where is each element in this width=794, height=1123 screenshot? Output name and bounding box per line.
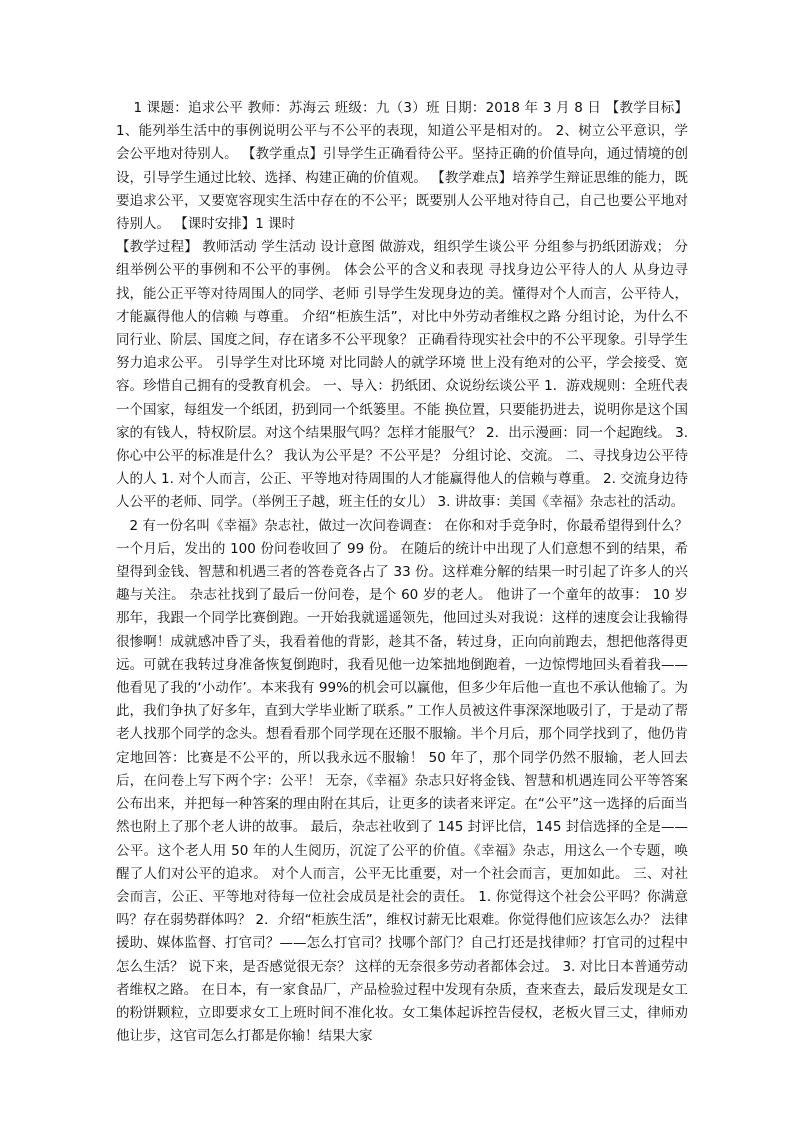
- document-body: [116, 97, 688, 1048]
- paragraph-story: 2 有一份名叫《幸福》杂志社，做过一次问卷调查： 在你和对手竞争时，你最希望得到什么？ 一个月后，发出的 100 份问卷收回了 99 份。 在随后的统计中出现了人们意想不到的结果，希望得到金钱、智慧和机遇三者的答卷竟各占了 33 份。这样难分解的结果一时引起了许多人的兴趣与关注。 杂志社找到了最后一份问卷，是个 60 岁的老人。 他讲了一个童年的故事： 10 岁那年，我跟一个同学比赛倒跑。一开始我就遥遥领先，他回过头对我说：这样的速度会让我输得很惨啊！成就感冲昏了头，我看着他的背影，趁其不备，转过身，正向向前跑去，想把他落得更远。可就在我转过身准备恢复倒跑时，我看见他一边笨拙地倒跑着，一边惊愕地回头看着我——他看见了我的‘小动作’。本来我有 99%的机会可以赢他，但多少年后他一直也不承认他输了。为此，我们争执了好多年，直到大学毕业断了联系。” 工作人员被这件事深深地吸引了，于是动了帮老人找那个同学的念头。想看看那个同学现在还服不服输。半个月后，那个同学找到了，他仍肯定地回答：比赛是不公平的，所以我永远不服输！ 50 年了，那个同学仍然不服输，老人回去后，在问卷上写下两个字：公平！ 无奈，《幸福》杂志只好将金钱、智慧和机遇连同公平等答案公布出来，并把每一种答案的理由附在其后，让更多的读者来评定。在“公平”这一选择的后面当然也附上了那个老人讲的故事。 最后，杂志社收到了 145 封评比信，145 封信选择的全是——公平。这个老人用 50 年的人生阅历，沉淀了公平的价值。《幸福》杂志，用这么一个专题，唤醒了人们对公平的追求。 对个人而言，公平无比重要，对一个社会而言，更加如此。 三、对社会而言，公正、平等地对待每一位社会成员是社会的责任。 1. 你觉得这个社会公平吗？你满意吗？存在弱势群体吗？ 2．介绍“柜族生活”，维权讨薪无比艰难。你觉得他们应该怎么办？ 法律援助、媒体监督、打官司？——怎么打官司？找哪个部门？自己打还是找律师？打官司的过程中怎么生活？ 说下来，是否感觉很无奈？ 这样的无奈很多劳动者都体会过。 3. 对比日本普通劳动者维权之路。 在日本，有一家食品厂，产品检验过程中发现有杂质，查来查去，最后发现是女工的粉饼颗粒，立即要求女工上班时间不准化妆。女工集体起诉控告侵权，老板火冒三丈，律师劝他让步，这官司怎么打都是你输！结果大家: [116, 517, 688, 1045]
- paragraph-teaching-process: 【教学过程】 教师活动 学生活动 设计意图 做游戏，组织学生谈公平 分组参与扔纸团游戏； 分组举例公平的事例和不公平的事例。 体会公平的含义和表现 寻找身边公平待人的人 从身边寻找，能公正平等对待周围人的同学、老师 引导学生发现身边的美。懂得对个人而言，公平待人，才能赢得他人的信赖 与尊重。 介绍“柜族生活”，对比中外劳动者维权之路 分组讨论，为什么不同行业、阶层、国度之间，存在诸多不公平现象？ 正确看待现实社会中的不公平现象。引导学生努力追求公平。 引导学生对比环境 对比同龄人的就学环境 世上没有绝对的公平，学会接受、宽容。珍惜自己拥有的受教育机会。 一、导入：扔纸团、众说纷纭谈公平 1．游戏规则：全班代表一个国家，每组发一个纸团，扔到同一个纸篓里。不能 换位置，只要能扔进去，说明你是这个国家的有钱人，特权阶层。对这个结果服气吗？怎样才能服气？ 2．出示漫画：同一个起跑线。 3. 你心中公平的标准是什么？ 我认为公平是？不公平是？ 分组讨论、交流。 二、寻找身边公平待人的人 1. 对个人而言，公正、平等地对待周围的人才能赢得他人的信赖与尊重。 2. 交流身边待人公平的老师、同学。（举例王子越，班主任的女儿） 3. 讲故事：美国《幸福》杂志社的活动。: [116, 239, 688, 511]
- paragraph-lesson-header: 1 课题：追求公平 教师：苏海云 班级：九（3）班 日期：2018 年 3 月 8 日 【教学目标】 1、能列举生活中的事例说明公平与不公平的表现，知道公平是相对的。 2、树立公平意识，学会公平地对待别人。 【教学重点】引导学生正确看待公平。坚持正确的价值导向，通过情境的创设，引导学生通过比较、选择、构建正确的价值观。 【教学难点】培养学生辩证思维的能力，既要追求公平，又要宽容现实生活中存在的不公平；既要别人公平地对待自己，自己也要公平地对待别人。 【课时安排】1 课时: [116, 100, 688, 233]
